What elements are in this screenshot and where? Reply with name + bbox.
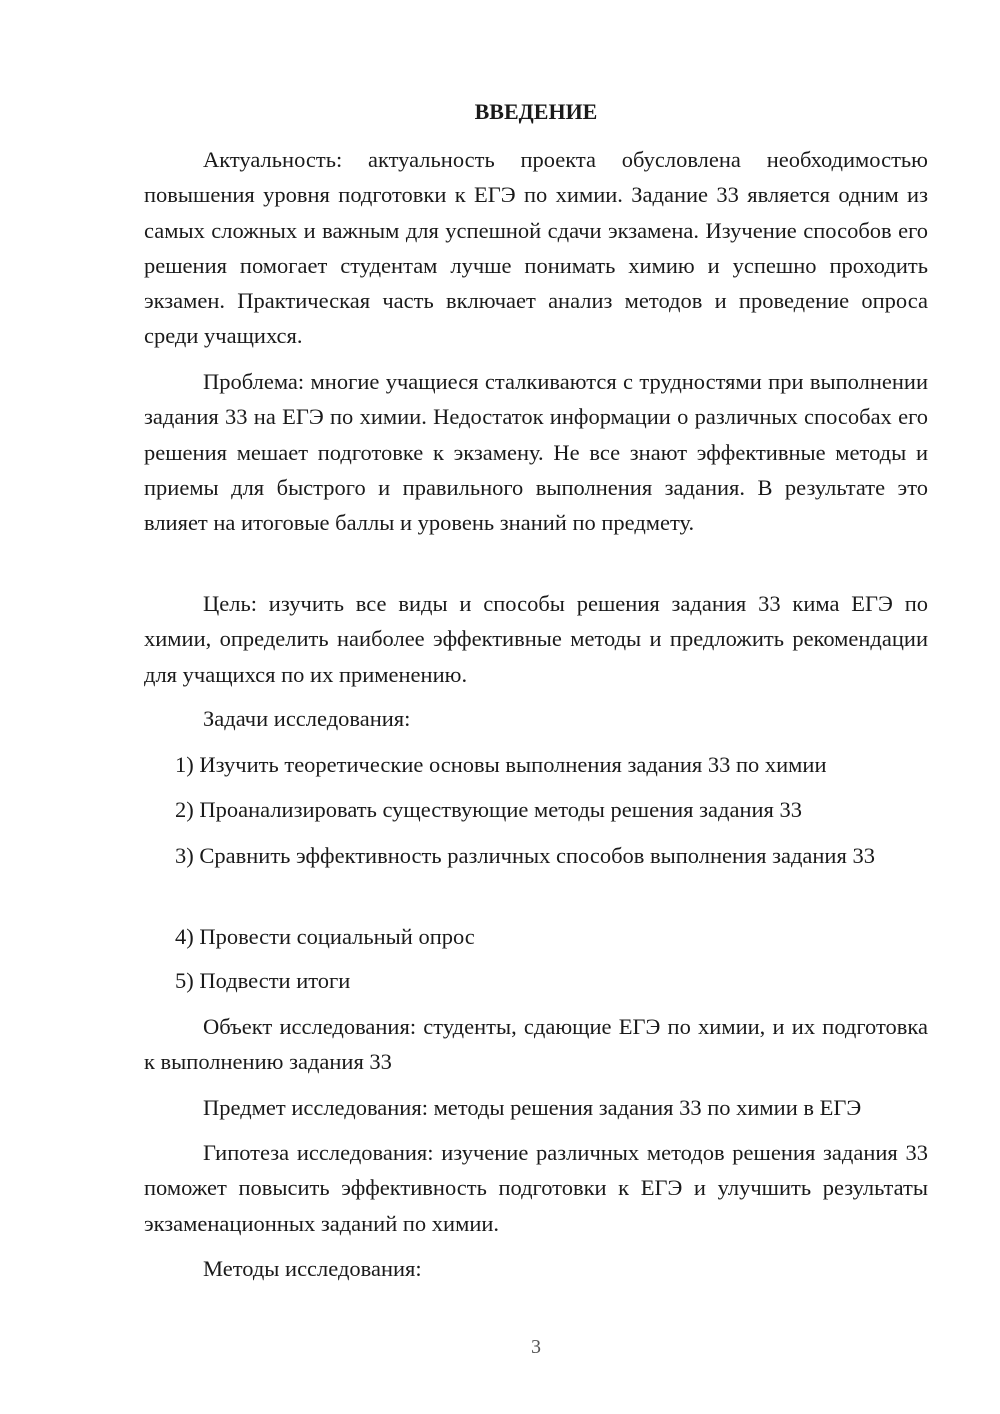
page-number: 3 <box>531 1336 541 1358</box>
paragraph-object: Объект исследования: студенты, сдающие ЕГЭ по химии, и их подготовка к выполнению задания 33 <box>144 1014 928 1075</box>
paragraph-subject: Предмет исследования: методы решения задания 33 по химии в ЕГЭ <box>203 1095 862 1120</box>
task-list-item-3: 3) Сравнить эффективность различных способов выполнения задания 33 <box>175 843 875 868</box>
tasks-heading: Задачи исследования: <box>203 706 411 731</box>
paragraph-goal: Цель: изучить все виды и способы решения задания 33 кима ЕГЭ по химии, определить наиболее эффективные методы и предложить рекомендации для учащихся по их применению. <box>144 591 928 687</box>
task-list-item-5: 5) Подвести итоги <box>175 968 351 993</box>
task-list-item-1: 1) Изучить теоретические основы выполнения задания 33 по химии <box>175 752 827 777</box>
paragraph-problem: Проблема: многие учащиеся сталкиваются с трудностями при выполнении задания 33 на ЕГЭ по химии. Недостаток информации о различных способах его решения мешает подготовке к экзамену. Не все знают эффективные методы и приемы для быстрого и правильного выполнения задания. В результате это влияет на итоговые баллы и уровень знаний по предмету. <box>144 369 928 536</box>
page-heading: ВВЕДЕНИЕ <box>474 99 598 124</box>
task-list-item-2: 2) Проанализировать существующие методы решения задания 33 <box>175 797 803 822</box>
methods-heading: Методы исследования: <box>203 1256 422 1281</box>
task-list-item-4: 4) Провести социальный опрос <box>175 924 475 949</box>
paragraph-relevance: Актуальность: актуальность проекта обусловлена необходимостью повышения уровня подготовки к ЕГЭ по химии. Задание 33 является одним из самых сложных и важным для успешной сдачи экзамена. Изучение способов его решения помогает студентам лучше понимать химию и успешно проходить экзамен. Практическая часть включает анализ методов и проведение опроса среди учащихся. <box>144 147 928 349</box>
paragraph-hypothesis: Гипотеза исследования: изучение различных методов решения задания 33 поможет повысить эффективность подготовки к ЕГЭ и улучшить результаты экзаменационных заданий по химии. <box>144 1140 928 1236</box>
